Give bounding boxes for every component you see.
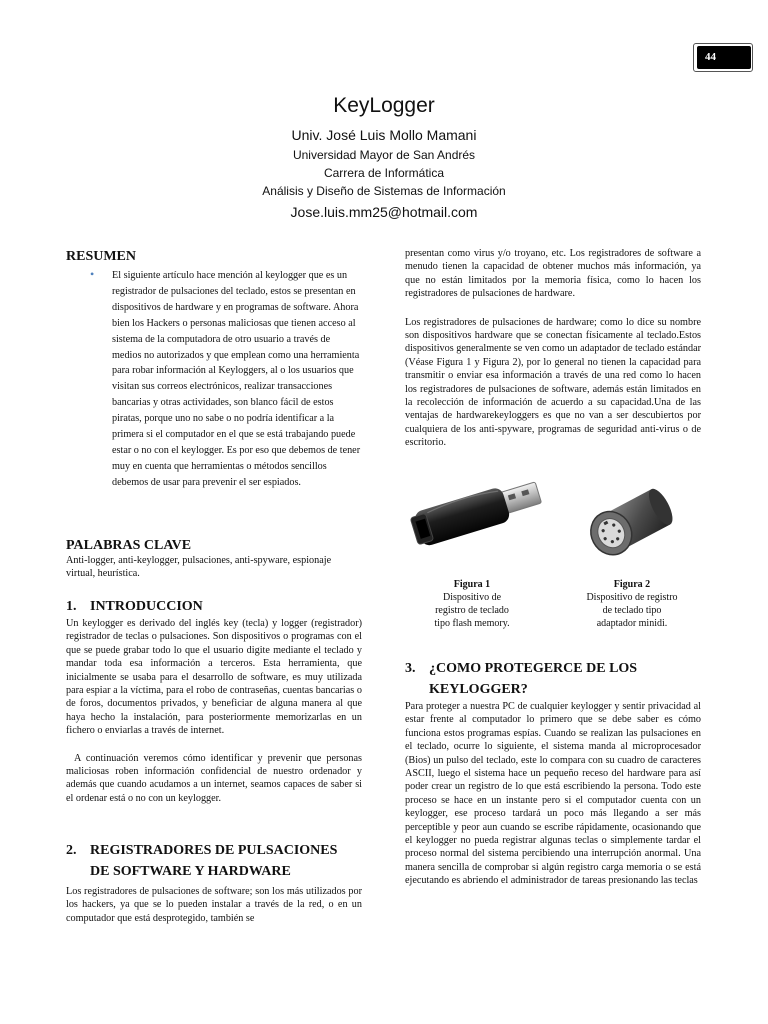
bullet-icon: •	[90, 267, 95, 281]
intro-paragraph-2: A continuación veremos cómo identificar y prevenir que personas maliciosas roben información confidencial de nuestro ordenador y además que cuando acudamos a un internet, seamos capaces de saber si el ordenar está o no con un keylogger.	[66, 752, 362, 804]
protegerse-heading: 3. ¿COMO PROTEGERCE DE LOS KEYLOGGER?	[405, 661, 638, 697]
university-name: Universidad Mayor de San Andrés	[292, 148, 476, 162]
section-registradores	[66, 842, 362, 925]
registradores-paragraph-2: Los registradores de pulsaciones de hardware; como lo dice su nombre son dispositivos hardware que se conectan físicamente al teclado.Estos dispositivos generalmente se ven como un adaptador de teclado estándar (Véase Figura 1 y Figura 2), por lo general no tienen la capacidad para transmitir o enviar esa información a través de una red como lo hacen los registradores de pulsaciones de software, además están limitados en la recolección de información de acuerdo a su capacidad.Una de las ventajas de hardwarekeyloggers es que no van a ser descubiertos por cualquiera de los anti-spyware, programas de seguridad anti-virus o de escritorio.	[405, 316, 701, 449]
intro-paragraph-1: Un keylogger es derivado del inglés key (tecla) y logger (registrador) registrador de teclas o pulsaciones. Son dispositivos o programas con el que se puede grabar todo lo que el usuario digite mediante el teclado y mandar toda esa información a terceros. Esta herramienta, que inicialmente se usaba para el desarrollo de software, es muy utilizada para espiar a la víctima, para el robo de contraseñas, cuentas bancarias o de foros, documentos privados, y beneficiar de alguna manera al que haya hecho la instalación, para posteriormente memorizarlas en un fichero o enviarlas a través de internet.	[66, 618, 362, 737]
protegerse-paragraph-1: Para proteger a nuestra PC de cualquier keylogger y sentir privacidad al estar frente al computador lo primero que se debe saber es cómo funciona estos programas espías. Cuando se realizan las pulsaciones en el teclado, ocurre lo siguiente, el sistema manda al microprocesador (Bios) un pulso del teclado, este lo compara con su cuadro de caracteres ASCII, luego el sistema hace un pequeño receso del hardware para así poder crear un registro de lo que está escribiendo la persona. Todo este proceso se hace en un instante pero si el computador cuenta con un keylogger, ese proceso tardará un poco más llegando a ser más perceptible y peor aun cuando se escribe rápidamente, ocasionando que el keylogger no pueda registrar algunas teclas o simplemente tardar el proceso normal del sistema percibiendo una interrupción anormal. Una manera sencilla de comprobar si algún registro carga memoria o se está ejecutando es abriendo el administrador de tareas presionando las teclas	[405, 701, 701, 887]
palabras-text: Anti-logger, anti-keylogger, pulsaciones, anti-spyware, espionaje virtual, heurística.	[66, 555, 332, 580]
registradores-paragraph-1-cont: presentan como virus y/o troyano, etc. Los registradores de software a menudo tienen la capacidad de obtener muchos más información, ya que no están limitados por la memoria física, como lo hacen los registradores de pulsaciones de hardware.	[405, 248, 701, 300]
registradores-continued	[405, 247, 701, 450]
author-email: Jose.luis.mm25@hotmail.com	[290, 204, 478, 220]
figure-1-image	[408, 472, 550, 556]
resumen-block	[66, 268, 362, 491]
paper-title: KeyLogger	[333, 94, 435, 117]
career-name: Carrera de Informática	[323, 166, 445, 180]
section-resumen	[66, 248, 362, 266]
figure-2-caption: Figura 2 Dispositivo de registro de teclado tipo adaptador minidi.	[586, 579, 678, 629]
resumen-text: El siguiente artículo hace mención al keylogger que es un registrador de pulsaciones del teclado, estos se presentan en dispositivos de hardware y en programas de software. Ahora bien los Hackers o personas maliciosas que tienen acceso al sistema de la computadora de otro usuario a través de medios no autorizados y que emplean como una herramienta para robar información al Keyloggers, al o los usuarios que visitan sus correos electrónicos, realizar transacciones bancarias y otras actividades, son blanco fácil de estos piratas, porque uno no sabe o no podría identificar a la primera si el computador en el que se está trabajando puede estar o no con el keylogger. Es por eso que debemos de tener muy en cuenta que herramientas o métodos sencillos debemos de usar para prevenir el ser espiados.	[112, 270, 361, 488]
course-name: Análisis y Diseño de Sistemas de Información	[262, 184, 506, 198]
author-name: Univ. José Luis Mollo Mamani	[291, 127, 477, 143]
figure-2-image	[578, 470, 694, 572]
intro-heading: 1. INTRODUCCION	[66, 599, 203, 614]
page-number: 44	[697, 46, 751, 69]
palabras-heading: PALABRAS CLAVE	[66, 538, 192, 553]
resumen-heading: RESUMEN	[66, 249, 137, 264]
registradores-heading: 2. REGISTRADORES DE PULSACIONES DE SOFTWARE Y HARDWARE	[66, 843, 338, 879]
section-palabras-clave	[66, 537, 362, 581]
registradores-paragraph-1: Los registradores de pulsaciones de software; son los más utilizados por los hackers, ya que se lo pueden instalar a través de la red, o en un computador que está desprotegido, también se	[66, 886, 362, 924]
section-como-protegerse	[405, 658, 701, 888]
section-introduccion	[66, 598, 362, 805]
figure-1-caption: Figura 1 Dispositivo de registro de teclado tipo flash memory.	[434, 579, 510, 629]
